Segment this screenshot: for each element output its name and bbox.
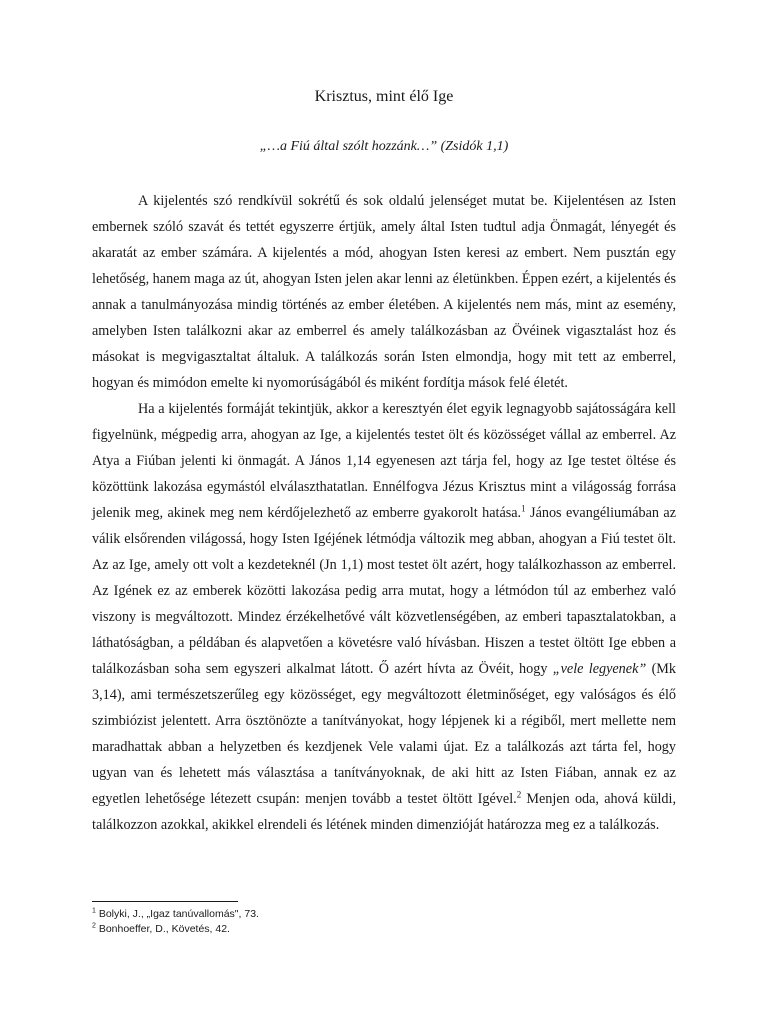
footnote-separator: [92, 901, 238, 902]
footnote-1: [92, 907, 676, 922]
paragraph-2-part-d: Menjen oda, ahová küldi, találkozzon azokkal, akikkel elrendeli és létének minden dimenzióját határozza meg ez a találkozás.: [92, 791, 676, 833]
paragraph-1: A kijelentés szó rendkívül sokrétű és sok oldalú jelenséget mutat be. Kijelentésen az Isten embernek szóló szavát és tettét egyszerre értjük, amely által Isten tudtul adja Önmagát, lényegét és akaratát az ember számára. A kijelentés a mód, ahogyan Isten keresi az embert. Nem pusztán egy lehetőség, hanem maga az út, ahogyan Isten jelen akar lenni az életünkben. Éppen ezért, a kijelentés és annak a tanulmányozása mindig történés az ember életében. A kijelentés nem más, mint az esemény, amelyben Isten találkozni akar az emberrel és amely találkozásban az Övéinek vigasztalást hoz és másokat is megvigasztaltat általuk. A találkozás során Isten elmondja, hogy mit tett az emberrel, hogyan és mimódon emelte ki nyomorúságából és miként fordítja mások felé életét.: [92, 193, 676, 391]
document-subtitle: „…a Fiú által szólt hozzánk…” (Zsidók 1,1): [259, 139, 509, 154]
footnote-ref-2[interactable]: 2: [516, 789, 522, 800]
footnote-ref-1[interactable]: 1: [521, 503, 526, 514]
footnote-1-text: Bolyki, J., „Igaz tanúvallomás", 73.: [95, 908, 259, 920]
footnote-2-mark: 2: [92, 922, 96, 930]
paragraph-2: [92, 396, 676, 838]
footnote-1-mark: 1: [92, 907, 96, 915]
footnote-2: [92, 922, 676, 937]
footnotes: [92, 907, 676, 937]
paragraph-2-part-c: (Mk 3,14), ami természetszerűleg egy közösséget, egy megváltozott életminőséget, egy valóságos és élő szimbiózist jelentett. Arra ösztönözte a tanítványokat, hogy lépjenek ki a régiből, mert mellette nem maradhattak abban a helyzetben és kezdjenek Vele valami újat. Ez a találkozás azt tárta fel, hogy ugyan van és lehetett más választása a tanítványoknak, de aki hitt az Isten Fiában, annak ez az egyetlen lehetősége létezett csupán: menjen tovább a testet öltött Igével.: [92, 661, 677, 807]
paragraph-2-part-a: Ha a kijelentés formáját tekintjük, akkor a keresztyén élet egyik legnagyobb sajátosságára kell figyelnünk, mégpedig arra, ahogyan az Ige, a kijelentés testet ölt és közösséget vállal az emberrel. Az Atya a Fiúban jelenti ki önmagát. A János 1,14 egyenesen azt tárja fel, hogy az Ige testet öltése és közöttünk lakozása egymástól elválaszthatatlan. Ennélfogva Jézus Krisztus mint a világosság forrása jelenik meg, akinek meg nem kérdőjelezhető az emberre gyakorolt hatása.: [92, 401, 676, 521]
footnote-2-text: Bonhoeffer, D., Követés, 42.: [95, 923, 230, 935]
quote-vele-legyenek: „vele legyenek”: [552, 661, 647, 677]
document-title: Krisztus, mint élő Ige: [314, 88, 454, 105]
paragraph-2-part-b: János evangéliumában az válik elsőrenden világossá, hogy Isten Igéjének létmódja változik meg abban, ahogyan a Fiú testet ölt. Az az Ige, amely ott volt a kezdeteknél (Jn 1,1) most testet ölt azért, hogy találkozhasson az emberrel. Az Igének ez az emberek közötti lakozása pedig arra mutat, hogy a létmódon túl az emberhez való viszony is megváltozott. Mindez érzékelhetővé vált közvetlenségében, az emberi tapasztalatokban, a láthatóságban, a példában és alapvetően a követésre való hívásban. Hiszen a testet öltött Ige ebben a találkozásban soha sem egyszeri alkalmat látott. Ő azért hívta az Övéit, hogy: [92, 505, 677, 677]
document-body: [92, 188, 676, 838]
